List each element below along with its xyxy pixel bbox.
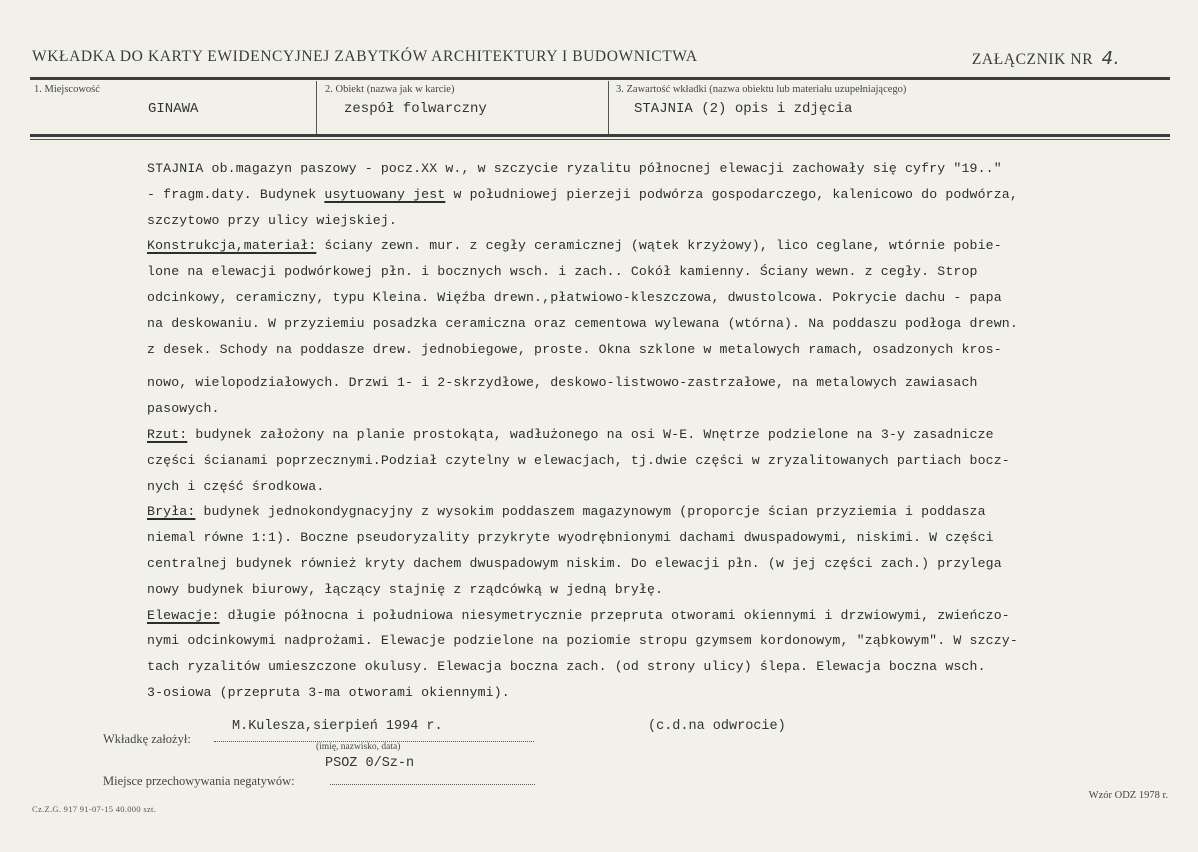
- description-line: Rzut: budynek założony na planie prostokąta, wadłużonego na osi W-E. Wnętrze podzielone na 3-y zasadnicze: [147, 426, 994, 442]
- description-line: centralnej budynek również kryty dachem dwuspadowym niskim. Do elewacji płn. (w jej części zach.) przylega: [147, 555, 1002, 571]
- field-divider-1: [316, 81, 317, 135]
- header-rule-top: [30, 77, 1170, 80]
- annex-number: [972, 48, 1120, 69]
- description-body: [147, 156, 1077, 706]
- section-heading-massing: Bryła:: [147, 504, 196, 520]
- object-label: 2. Obiekt (nazwa jak w karcie): [325, 84, 455, 95]
- author-label: Wkładkę założył:: [103, 732, 191, 746]
- description-line: Elewacje: długie północna i południowa niesymetrycznie przepruta otworami okiennymi i drzwiowymi, zwieńczo-: [147, 607, 1010, 623]
- description-line: z desek. Schody na poddasze drew. jednobiegowe, proste. Okna szklone w metalowych ramach, osadzonych kros-: [147, 341, 1002, 357]
- negatives-label: Miejsce przechowywania negatywów:: [103, 774, 295, 788]
- description-line: Bryła: budynek jednokondygnacyjny z wysokim poddaszem magazynowym (proporcje ścian przyziemia i poddasza: [147, 504, 986, 520]
- description-line: części ścianami poprzecznymi.Podział czytelny w elewacjach, tj.dwie części w zryzalitowanych partiach bocz-: [147, 452, 1010, 468]
- description-line: nowy budynek biurowy, łączący stajnię z rządcówką w jedną bryłę.: [147, 581, 664, 597]
- description-line: nymi odcinkowymi nadprożami. Elewacje podzielone na poziomie stropu gzymsem kordonowym, "ząbkowym". W szczy-: [147, 633, 1018, 649]
- description-line: 3-osiowa (przepruta 3-ma otworami okiennymi).: [147, 684, 510, 700]
- continued-note: (c.d.na odwrocie): [648, 719, 786, 734]
- description-line: lone na elewacji podwórkowej płn. i bocznych wsch. i zach.. Cokół kamienny. Ściany wewn. z cegły. Strop: [147, 264, 978, 280]
- annex-number-handwritten: 4.: [1101, 48, 1120, 69]
- print-info: Cz.Z.G. 917 91-07-15 40.000 szt.: [32, 804, 157, 814]
- field-divider-2: [608, 81, 609, 135]
- underlined-phrase: usytuowany jest: [324, 186, 446, 202]
- author-caption: (imię, nazwisko, data): [316, 742, 401, 752]
- author-value: M.Kulesza,sierpień 1994 r.: [232, 719, 443, 734]
- description-line: nowo, wielopodziałowych. Drzwi 1- i 2-skrzydłowe, deskowo-listwowo-zastrzałowe, na metalowych zawiasach: [147, 375, 978, 391]
- form-title: WKŁADKA DO KARTY EWIDENCYJNEJ ZABYTKÓW ARCHITEKTURY I BUDOWNICTWA: [32, 48, 698, 65]
- office-code: PSOZ 0/Sz-n: [325, 756, 415, 771]
- locality-value: GINAWA: [148, 101, 199, 117]
- description-line: na deskowaniu. W przyziemiu posadzka ceramiczna oraz cementowa wylewana (wtórna). Na poddaszu podłoga drewn.: [147, 315, 1018, 331]
- section-heading-construction: Konstrukcja,materiał:: [147, 238, 317, 254]
- locality-label: 1. Miejscowość: [34, 84, 100, 95]
- description-line: Konstrukcja,materiał: ściany zewn. mur. z cegły ceramicznej (wątek krzyżowy), lico ceglane, wtórnie pobie-: [147, 238, 1002, 254]
- contents-value: STAJNIA (2) opis i zdjęcia: [634, 101, 853, 117]
- description-line: tach ryzalitów umieszczone okulusy. Elewacja boczna zach. (od strony ulicy) ślepa. Elewacja boczna wsch.: [147, 659, 986, 675]
- section-heading-elevations: Elewacje:: [147, 607, 220, 623]
- annex-label: ZAŁĄCZNIK NR: [971, 51, 1094, 68]
- description-line: odcinkowy, ceramiczny, typu Kleina. Więźba drewn.,płatwiowo-kleszczowa, dwustolcowa. Pokrycie dachu - papa: [147, 289, 1002, 305]
- form-model: Wzór ODZ 1978 r.: [1088, 790, 1168, 801]
- contents-label: 3. Zawartość wkładki (nazwa obiektu lub materiału uzupełniającego): [616, 84, 907, 95]
- header-rule-bottom: [30, 134, 1170, 137]
- description-line: - fragm.daty. Budynek usytuowany jest w południowej pierzeji podwórza gospodarczego, kalenicowo do podwórza,: [147, 186, 1018, 202]
- description-line: szczytowo przy ulicy wiejskiej.: [147, 212, 397, 228]
- description-line: pasowych.: [147, 401, 220, 417]
- negatives-dotted-line: [330, 784, 535, 785]
- section-heading-plan: Rzut:: [147, 426, 188, 442]
- header-rule-bottom-thin: [30, 139, 1170, 140]
- description-line: nych i część środkowa.: [147, 478, 325, 494]
- object-value: zespół folwarczny: [344, 101, 487, 117]
- description-line: niemal równe 1:1). Boczne pseudoryzality przykryte wyodrębnionymi dachami dwuspadowymi, niskimi. W części: [147, 530, 994, 546]
- description-line: STAJNIA ob.magazyn paszowy - pocz.XX w., w szczycie ryzalitu północnej elewacji zachowały się cyfry "19..": [147, 161, 1002, 176]
